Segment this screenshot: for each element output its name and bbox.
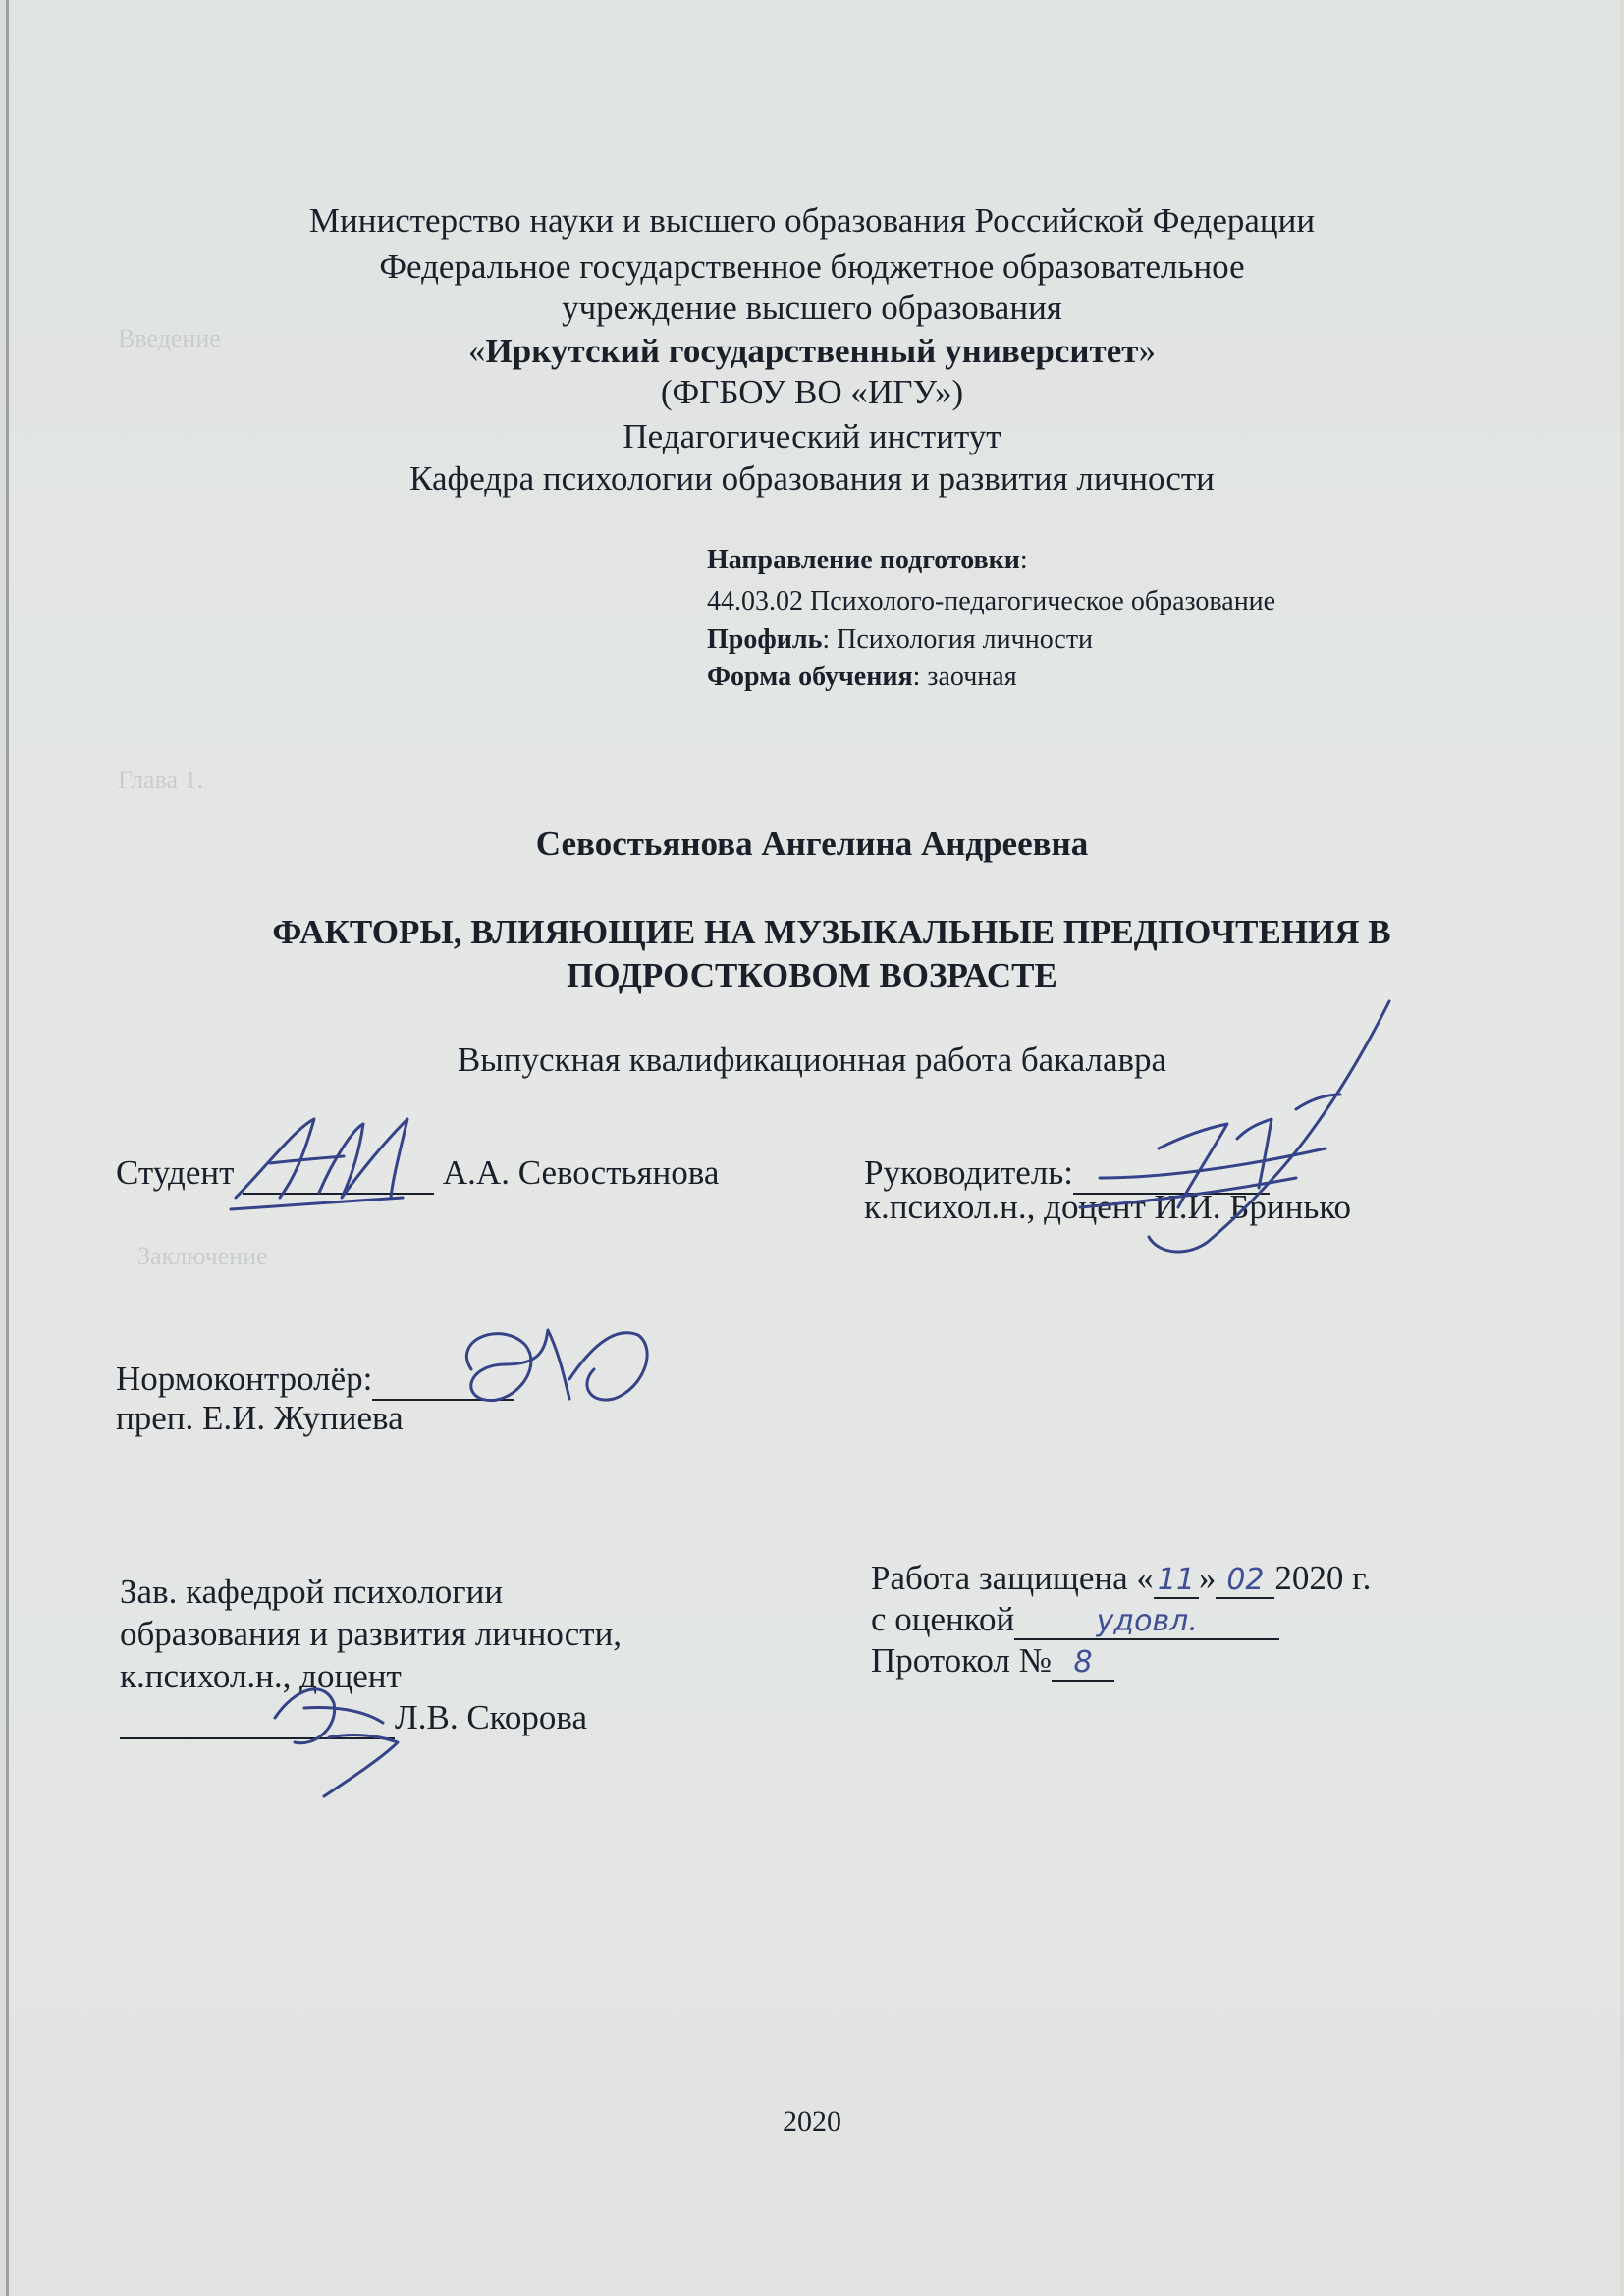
direction-label: Направление подготовки: xyxy=(707,545,1028,575)
supervisor-line: Руководитель: xyxy=(864,1153,1270,1195)
show-through-text: Глава 1. xyxy=(118,766,204,794)
head-title-line-2: образования и развития личности, xyxy=(120,1615,623,1653)
defense-month: 02 xyxy=(1216,1563,1274,1599)
supervisor-signature xyxy=(1041,991,1404,1266)
protocol-number: 8 xyxy=(1052,1645,1114,1682)
study-form-line: Форма обучения: заочная xyxy=(707,662,1017,692)
protocol-line: Протокол № 8 xyxy=(871,1641,1114,1682)
normcontrol-name: преп. Е.И. Жупиева xyxy=(116,1399,404,1437)
head-signature xyxy=(236,1649,432,1806)
institute-name: Педагогический институт xyxy=(623,417,1001,455)
normcontrol-line: Нормоконтролёр: xyxy=(116,1360,514,1401)
defense-grade: удовл. xyxy=(1014,1604,1279,1640)
institution-type-line-2: учреждение высшего образования xyxy=(562,289,1062,327)
institution-type-line: Федеральное государственное бюджетное образовательное xyxy=(379,247,1245,286)
normcontrol-signature xyxy=(432,1310,658,1418)
thesis-title-line-2: ПОДРОСТКОВОМ ВОЗРАСТЕ xyxy=(567,956,1057,994)
student-signature xyxy=(226,1099,452,1217)
defense-date-line: Работа защищена « 11 » 02 2020 г. xyxy=(871,1559,1372,1597)
head-title-line-3: к.психол.н., доцент xyxy=(120,1657,402,1695)
footer-year: 2020 xyxy=(783,2106,841,2138)
ministry-line: Министерство науки и высшего образования Российской Федерации xyxy=(308,201,1316,240)
university-abbr: (ФГБОУ ВО «ИГУ») xyxy=(660,373,964,411)
direction-value: 44.03.02 Психолого-педагогическое образование xyxy=(707,586,1276,616)
author-name: Севостьянова Ангелина Андреевна xyxy=(535,825,1089,863)
head-signature-line: Л.В. Скорова xyxy=(120,1698,587,1739)
show-through-text: Заключение xyxy=(137,1242,268,1270)
defense-day: 11 xyxy=(1154,1563,1199,1599)
student-line: Студент А.А. Севостьянова xyxy=(116,1153,719,1195)
defense-grade-line: с оценкой удовл. xyxy=(871,1600,1279,1640)
thesis-title-line-1: ФАКТОРЫ, ВЛИЯЮЩИЕ НА МУЗЫКАЛЬНЫЕ ПРЕДПОЧТЕНИЯ В xyxy=(272,913,1391,951)
supervisor-name: к.психол.н., доцент И.И. Бринько xyxy=(864,1188,1352,1226)
head-title-line-1: Зав. кафедрой психологии xyxy=(120,1573,504,1611)
department-name: Кафедра психологии образования и развития личности xyxy=(409,459,1215,498)
university-name: «Иркутский государственный университет» xyxy=(468,332,1156,370)
work-type: Выпускная квалификационная работа бакалавра xyxy=(457,1041,1167,1079)
profile-line: Профиль: Психология личности xyxy=(707,624,1094,655)
show-through-text: Введение xyxy=(118,324,221,352)
